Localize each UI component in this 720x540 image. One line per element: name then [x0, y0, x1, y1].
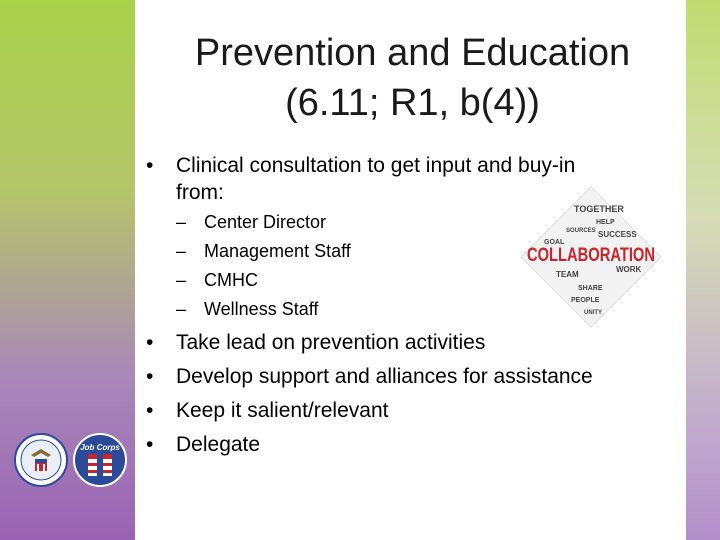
bullet-text: Develop support and alliances for assistance — [176, 365, 593, 388]
department-seal-logo — [14, 433, 68, 487]
bullet-text: Delegate — [176, 433, 261, 456]
svg-text:TEAM: TEAM — [556, 270, 579, 279]
bullet-mark: • — [146, 433, 154, 456]
right-decorative-strip — [686, 0, 720, 540]
bullet-mark: • — [146, 154, 154, 177]
collaboration-word-cloud-image — [516, 182, 666, 332]
svg-text:SUCCESS: SUCCESS — [598, 230, 637, 239]
dash-mark: – — [176, 299, 187, 319]
bullet-text: Take lead on prevention activities — [176, 331, 486, 354]
dash-mark: – — [176, 241, 187, 261]
bullet-text: Keep it salient/relevant — [176, 399, 389, 422]
dash-mark: – — [176, 270, 187, 290]
title-line-1: Prevention and Education — [194, 32, 631, 74]
title-line-2: (6.11; R1, b(4)) — [285, 82, 540, 124]
bullet-mark: • — [146, 399, 154, 422]
svg-text:TOGETHER: TOGETHER — [574, 204, 624, 214]
svg-text:SOURCES: SOURCES — [566, 228, 596, 234]
svg-text:GOAL: GOAL — [544, 239, 565, 246]
sub-item-label: Center Director — [204, 212, 327, 232]
slide-title — [140, 28, 685, 128]
job-corps-logo — [73, 433, 127, 487]
sub-item-label: CMHC — [204, 270, 258, 290]
collaboration-word: COLLABORATION — [527, 245, 655, 266]
job-corps-label: Job Corps — [80, 443, 120, 452]
svg-text:SHARE: SHARE — [578, 285, 603, 292]
bullet-mark: • — [146, 331, 154, 354]
bullet-text-line-2: from: — [176, 181, 224, 204]
svg-text:UNITY: UNITY — [584, 310, 602, 316]
dash-mark: – — [176, 212, 187, 232]
sub-item-label: Management Staff — [204, 241, 351, 261]
bullet-mark: • — [146, 365, 154, 388]
svg-text:HELP: HELP — [596, 219, 615, 226]
svg-text:WORK: WORK — [616, 265, 642, 274]
bullet-text-line-1: Clinical consultation to get input and buy-in — [176, 154, 576, 177]
svg-text:PEOPLE: PEOPLE — [571, 297, 600, 304]
sub-item-label: Wellness Staff — [204, 299, 319, 319]
